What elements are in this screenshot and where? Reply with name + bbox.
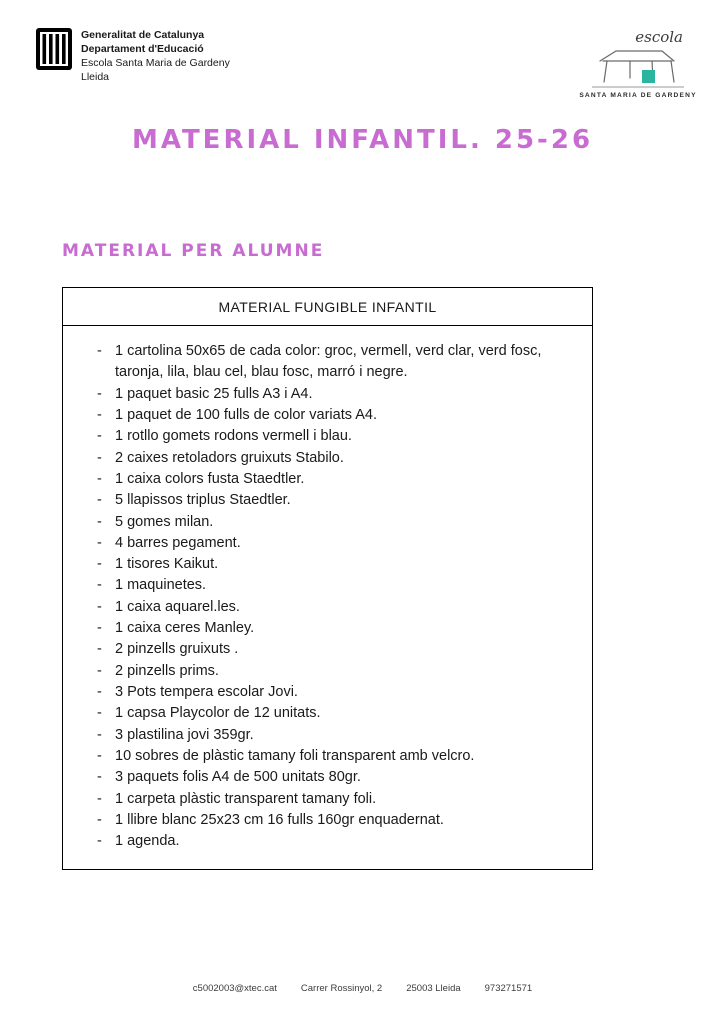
list-item: - 1 paquet basic 25 fulls A3 i A4.: [96, 384, 570, 405]
footer-address: Carrer Rossinyol, 2: [300, 983, 383, 994]
footer-email: c5002003@xtec.cat: [192, 983, 277, 994]
supply-box-header: MATERIAL FUNGIBLE INFANTIL: [63, 288, 592, 326]
list-item: - 1 carpeta plàstic transparent tamany foli.: [96, 789, 570, 810]
page-header: [0, 0, 725, 99]
list-item: - 1 tisores Kaikut.: [96, 554, 570, 575]
organization-text: [81, 28, 230, 84]
list-item: - 5 gomes milan.: [96, 512, 570, 533]
footer-city: 25003 Lleida: [406, 983, 461, 994]
school-logo-subtitle: SANTA MARIA DE GARDENY: [579, 92, 697, 99]
page-footer: [0, 983, 725, 994]
list-item: - 1 agenda.: [96, 831, 570, 852]
section-heading: MATERIAL PER ALUMNE: [62, 241, 325, 261]
page-title: MATERIAL INFANTIL. 25-26: [131, 125, 594, 155]
org-line-3: Escola Santa Maria de Gardeny: [81, 56, 230, 69]
school-logo-script-text: escola: [635, 28, 683, 46]
list-item: - 1 caixa aquarel.les.: [96, 597, 570, 618]
list-item: - 1 paquet de 100 fulls de color variats A4.: [96, 405, 570, 426]
org-line-2: Departament d'Educació: [81, 42, 204, 55]
list-item: - 2 pinzells gruixuts .: [96, 639, 570, 660]
generalitat-logo-icon: [36, 28, 72, 70]
list-item: - 4 barres pegament.: [96, 533, 570, 554]
school-building-icon: [579, 46, 697, 88]
list-item: - 5 llapissos triplus Staedtler.: [96, 490, 570, 511]
list-item: - 1 capsa Playcolor de 12 unitats.: [96, 703, 570, 724]
list-item: - 1 maquinetes.: [96, 575, 570, 596]
list-item: - 1 llibre blanc 25x23 cm 16 fulls 160gr enquadernat.: [96, 810, 570, 831]
supply-list: [96, 341, 570, 853]
school-logo: [579, 28, 697, 99]
list-item: - 2 caixes retoladors gruixuts Stabilo.: [96, 448, 570, 469]
generalitat-block: [36, 28, 230, 84]
list-item: - 3 plastilina jovi 359gr.: [96, 725, 570, 746]
list-item: - 3 Pots tempera escolar Jovi.: [96, 682, 570, 703]
footer-phone: 973271571: [484, 983, 533, 994]
list-item: - 1 caixa colors fusta Staedtler.: [96, 469, 570, 490]
org-line-4: Lleida: [81, 70, 110, 83]
list-item: - 3 paquets folis A4 de 500 unitats 80gr.: [96, 767, 570, 788]
supply-box: [62, 287, 593, 870]
list-item: - 10 sobres de plàstic tamany foli transparent amb velcro.: [96, 746, 570, 767]
org-line-1: Generalitat de Catalunya: [81, 29, 205, 41]
list-item: - 2 pinzells prims.: [96, 661, 570, 682]
list-item: - 1 caixa ceres Manley.: [96, 618, 570, 639]
list-item: - 1 cartolina 50x65 de cada color: groc, vermell, verd clar, verd fosc, taronja, lila, blau cel, blau fosc, marró i negre.: [96, 341, 570, 384]
list-item: - 1 rotllo gomets rodons vermell i blau.: [96, 426, 570, 447]
